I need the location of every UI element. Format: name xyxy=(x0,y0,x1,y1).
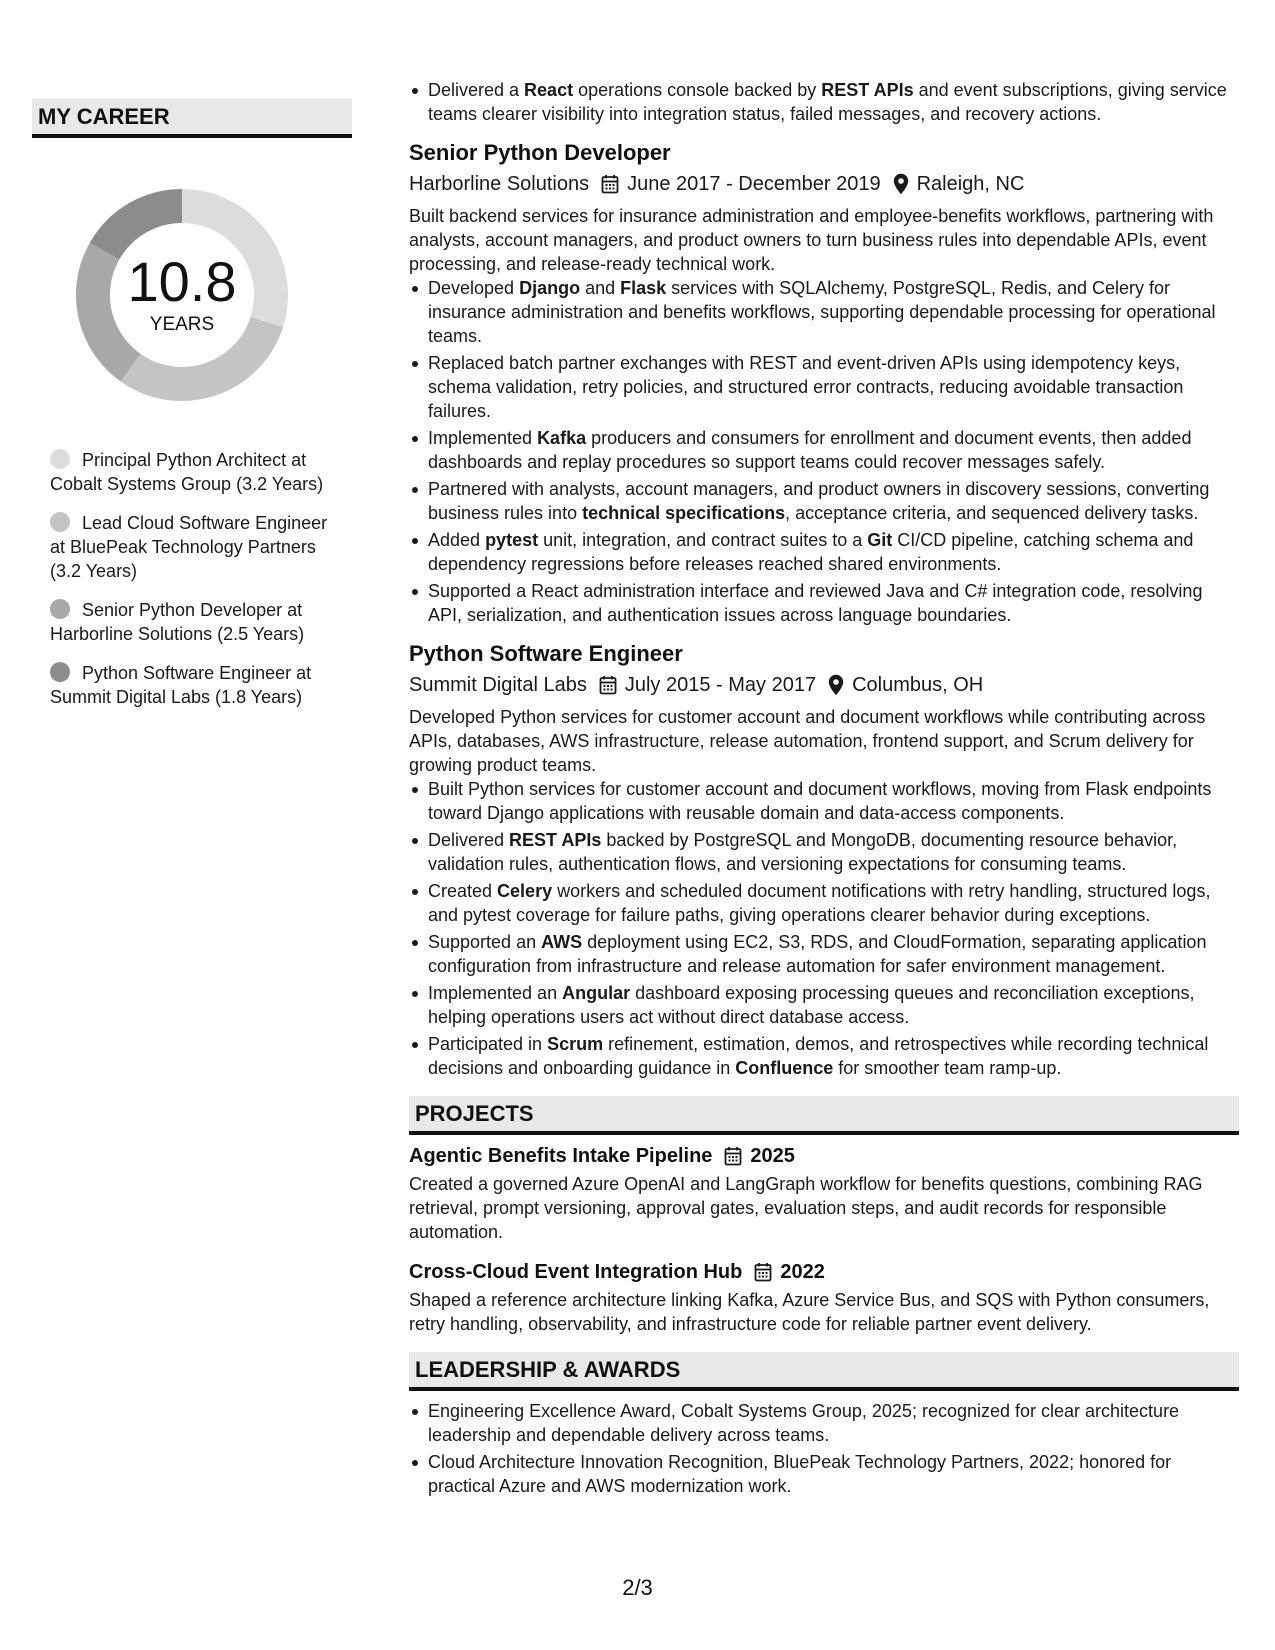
project-description: Created a governed Azure OpenAI and LangGraph workflow for benefits questions, combining RAG retrieval, prompt versioning, approval gates, evaluation steps, and audit records for responsible automation. xyxy=(409,1174,1203,1242)
project-name: Agentic Benefits Intake Pipeline xyxy=(409,1145,713,1167)
legend-dot xyxy=(50,599,70,619)
awards-heading: LEADERSHIP & AWARDS xyxy=(409,1352,1239,1391)
list-item: Implemented an Angular dashboard exposing processing queues and reconciliation exceptions, helping operations users act without direct database access. xyxy=(428,981,1239,1029)
list-item: Participated in Scrum refinement, estimation, demos, and retrospectives while recording technical decisions and onboarding guidance in Confluence for smoother team ramp-up. xyxy=(428,1032,1239,1080)
bold-keyword: AWS xyxy=(541,932,583,952)
bold-keyword: REST APIs xyxy=(821,80,914,100)
job-bullets xyxy=(409,276,1239,627)
calendar-icon xyxy=(754,1262,772,1282)
legend-label: Senior Python Developer at Harborline Solutions (2.5 Years) xyxy=(50,600,305,644)
projects-heading: PROJECTS xyxy=(409,1096,1239,1135)
project-title xyxy=(409,1258,1239,1286)
legend-dot xyxy=(50,449,70,469)
map-pin-icon xyxy=(828,674,844,696)
job-location: Raleigh, NC xyxy=(916,173,1025,195)
bold-keyword: technical specifications xyxy=(582,503,786,523)
career-donut-chart xyxy=(67,180,297,410)
calendar-icon xyxy=(724,1146,742,1166)
bold-keyword: pytest xyxy=(485,530,539,550)
bold-keyword: Scrum xyxy=(547,1034,604,1054)
job-meta xyxy=(409,671,1239,699)
donut-center xyxy=(67,180,297,410)
bold-keyword: Confluence xyxy=(735,1058,834,1078)
intro-bullets xyxy=(409,78,1239,126)
legend-dot xyxy=(50,662,70,682)
bold-keyword: Flask xyxy=(620,278,667,298)
job-dates: June 2017 - December 2019 xyxy=(627,173,881,195)
job-title: Python Software Engineer xyxy=(409,641,683,666)
projects-list xyxy=(409,1142,1239,1336)
job-summary: Built backend services for insurance administration and employee-benefits workflows, partnering with analysts, account managers, and product owners to turn business rules into dependable APIs, event processing, and release-ready technical work. xyxy=(409,206,1214,274)
list-item: Delivered a React operations console backed by REST APIs and event subscriptions, giving service teams clearer visibility into integration status, failed messages, and recovery actions. xyxy=(428,78,1239,126)
legend-item xyxy=(50,511,335,583)
total-years: 10.8 xyxy=(127,250,237,313)
left-column xyxy=(32,99,352,724)
list-item: Cloud Architecture Innovation Recognition, BluePeak Technology Partners, 2022; honored for practical Azure and AWS modernization work. xyxy=(428,1450,1239,1498)
list-item: Delivered REST APIs backed by PostgreSQL and MongoDB, documenting resource behavior, validation rules, authentication flows, and versioning expectations for consuming teams. xyxy=(428,828,1239,876)
bold-keyword: Angular xyxy=(562,983,631,1003)
right-column xyxy=(409,78,1239,1501)
list-item: Supported an AWS deployment using EC2, S3, RDS, and CloudFormation, separating application configuration from infrastructure and release automation for safer environment management. xyxy=(428,930,1239,978)
list-item: Partnered with analysts, account managers, and product owners in discovery sessions, converting business rules into technical specifications, acceptance criteria, and sequenced delivery tasks. xyxy=(428,477,1239,525)
list-item: Added pytest unit, integration, and contract suites to a Git CI/CD pipeline, catching schema and dependency regressions before releases reached shared environments. xyxy=(428,528,1239,576)
map-pin-icon xyxy=(893,173,909,195)
page-number: 2/3 xyxy=(622,1575,653,1600)
job-title: Senior Python Developer xyxy=(409,140,671,165)
bold-keyword: Git xyxy=(867,530,893,550)
company-name: Harborline Solutions xyxy=(409,173,590,195)
list-item: Implemented Kafka producers and consumers for enrollment and document events, then added dashboards and replay procedures so support teams could recover messages safely. xyxy=(428,426,1239,474)
list-item: Replaced batch partner exchanges with REST and event-driven APIs using idempotency keys, schema validation, retry policies, and structured error contracts, reducing avoidable transaction failures. xyxy=(428,351,1239,423)
job-bullets xyxy=(409,777,1239,1080)
legend-label: Python Software Engineer at Summit Digital Labs (1.8 Years) xyxy=(50,663,312,707)
list-item: Created Celery workers and scheduled document notifications with retry handling, structured logs, and pytest coverage for failure paths, giving operations clearer behavior during exceptions. xyxy=(428,879,1239,927)
years-unit: YEARS xyxy=(149,314,215,335)
calendar-icon xyxy=(601,174,619,194)
bold-keyword: React xyxy=(524,80,574,100)
bold-keyword: Django xyxy=(519,278,581,298)
project-title xyxy=(409,1142,1239,1170)
calendar-icon xyxy=(599,675,617,695)
career-legend xyxy=(50,448,335,709)
project-name: Cross-Cloud Event Integration Hub xyxy=(409,1261,743,1283)
bold-keyword: Celery xyxy=(497,881,553,901)
job-summary: Developed Python services for customer account and document workflows while contributing across APIs, databases, AWS infrastructure, release automation, frontend support, and Scrum delivery for growing product teams. xyxy=(409,707,1206,775)
list-item: Built Python services for customer account and document workflows, moving from Flask endpoints toward Django applications with reusable domain and data-access components. xyxy=(428,777,1239,825)
job-meta xyxy=(409,170,1239,198)
list-item: Supported a React administration interface and reviewed Java and C# integration code, resolving API, serialization, and authentication issues across language boundaries. xyxy=(428,579,1239,627)
bold-keyword: REST APIs xyxy=(509,830,602,850)
awards-list xyxy=(409,1399,1239,1498)
job-dates: July 2015 - May 2017 xyxy=(624,674,817,696)
project-year: 2025 xyxy=(750,1145,795,1167)
legend-item xyxy=(50,448,335,496)
legend-label: Principal Python Architect at Cobalt Systems Group (3.2 Years) xyxy=(50,450,324,494)
project-year: 2022 xyxy=(780,1261,825,1283)
legend-dot xyxy=(50,512,70,532)
career-heading: MY CAREER xyxy=(32,99,352,138)
legend-item xyxy=(50,598,335,646)
job-location: Columbus, OH xyxy=(852,674,984,696)
legend-label: Lead Cloud Software Engineer at BluePeak Technology Partners (3.2 Years) xyxy=(50,513,328,581)
project-description: Shaped a reference architecture linking Kafka, Azure Service Bus, and SQS with Python consumers, retry handling, observability, and infrastructure code for reliable partner event delivery. xyxy=(409,1290,1210,1334)
experience-list xyxy=(409,139,1239,1080)
bold-keyword: Kafka xyxy=(537,428,587,448)
list-item: Developed Django and Flask services with SQLAlchemy, PostgreSQL, Redis, and Celery for insurance administration and benefits workflows, supporting dependable processing for operational teams. xyxy=(428,276,1239,348)
list-item: Engineering Excellence Award, Cobalt Systems Group, 2025; recognized for clear architecture leadership and dependable delivery across teams. xyxy=(428,1399,1239,1447)
legend-item xyxy=(50,661,335,709)
company-name: Summit Digital Labs xyxy=(409,674,587,696)
